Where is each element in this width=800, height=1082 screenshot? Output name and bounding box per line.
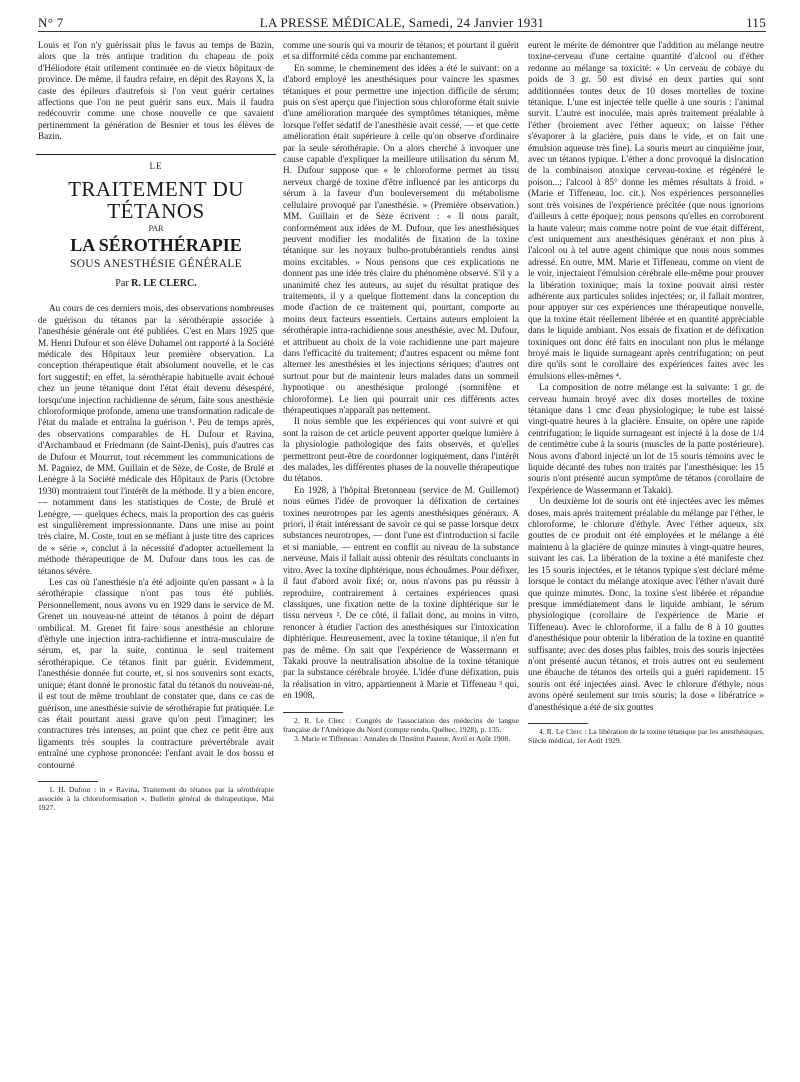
column-3 [528, 40, 764, 745]
column-2 [283, 40, 519, 743]
page-header [38, 12, 766, 30]
footnote: 4. R. Le Clerc : La libération de la toxine tétanique par les anesthésiques, Siècle médical, 1er Août 1929. [528, 726, 764, 745]
header-rule [38, 31, 766, 32]
article-heading [38, 161, 274, 290]
article-subtitle: LA SÉROTHÉRAPIE [70, 235, 242, 256]
author-prefix: Par [115, 277, 129, 289]
paragraph: comme une souris qui va mourir de tétanos; et pourtant il guérit et sa difformité céda comme par enchantement. [283, 40, 519, 62]
article-title-connector: PAR [148, 224, 164, 234]
paragraph: En 1928, à l'hôpital Bretonneau (service de M. Guillemot) nous eûmes l'idée de provoquer la défixation de certaines toxines neurotropes par les agents anesthésiques généraux. A priori, il était intéressant de savoir ce qui se passe lorsque deux substances neurotropes, — dont l'une est d'introduction si facile et si maniable, — entrent en conflit au niveau de la substance nerveuse. Mais il fallait aussi obtenir des résultats concluants in vitro. Avec la toxine diphtérique, nous échouâmes. Pour défixer, il faut d'abord avoir fixé; or, nous n'avons pas pu réussir à reproduire, contrairement à certaines expériences quasi classiques, une fixation nette de la toxine diphtérique sur le tissu nerveux ². De ce côté, il fallait donc, au moins in vitro, renoncer à étudier l'action des anesthésiques sur l'intoxication diphtérique. Heureusement, avec la toxine tétanique, il n'en fut pas de même. On sait que l'expérience de Wassermann et Takaki prouve la neutralisation absolue de la toxine tétanique par la substance cérébrale broyée. L'idée d'une défixation, puis la réalisation in vitro, appartiennent à Marie et Tiffeneau ³ qui, en 1908, [283, 484, 519, 701]
column-1 [38, 40, 274, 812]
author-name: R. LE CLERC. [131, 277, 197, 289]
paragraph: Louis et l'on n'y guérissait plus le favus au temps de Bazin, alors que la très antique tradition du chapeau de poix d'Héliodore était utilement continuée en de vieux hôpitaux de province. De même, il faudra refaire, en dépit des Rayons X, la caste des épileurs d'autrefois si l'on veut guérir certaines affections que l'on ne peut guérir sans eux. Mais il faudra redécouvrir comme une chose nouvelle ce que savaient pertinemment la génération de Besnier et tous les élèves de Bazin. [38, 40, 274, 142]
article-author [38, 278, 274, 289]
paragraph: Les cas où l'anesthésie n'a été adjointe qu'en passant » à la sérothérapie classique n'ont pas tous été publiés. Personnellement, nous avons vu en 1929 dans le service de M. Grenet un nouveau-né atteint de tétanos à point de départ ombilical. M. Grenet fit faire sous anesthésie au chlorure d'éthyle une injection intra-rachidienne et intra-musculaire de sérum, et, par la suite, continua le seul traitement sérothérapique. Ce tétanos finit par guérir. Evidemment, l'anesthésie donnée fut courte, et, si nos souvenirs sont exacts, unique; étant donné le pronostic fatal du tétanos du nouveau-né, il est tout de même troublant de constater que, dans ce cas de guérison, une anesthésie suivie de sérothérapie fut pratiquée. Le cas était pourtant aussi grave qu'on peut l'imaginer; les contractures très intenses, au point que chez ce petit être aux ligaments très souples la contracture prévertébrale avait entraîné une cyphose prononcée: l'enfant avait le dos bossu et contourné [38, 577, 274, 770]
paragraph: Au cours de ces derniers mois, des observations nombreuses de guérison du tétanos par la sérothérapie associée à l'anesthésie générale ont été publiées. C'est en Mars 1925 que M. Henri Dufour et son élève Duhamel ont rapporté à la Société médicale des Hôpitaux leur première observation. La conception thérapeutique était absolument nouvelle, et le cas fort suggestif; en effet, la sérothérapie habituelle avait échoué chez un jeune tétanique dont l'état était devenu désespéré, lorsqu'une injection rachidienne de sérum, faite sous anesthésie chloroformique profonde, amena une transformation radicale de l'état du malade et entraîna la guérison ¹. Peu de temps après, des observations comparables de H. Dufour et Ravina, d'Archambaud et Friedmann (de Saint-Denis), puis d'autres cas de Dufour et Mourrut, tout récemment les communications de M. Pagniez, de MM. Guillain et de Sèze, de Coste, de Brulé et Lenègre à la Société médicale des Hôpitaux de Paris (Octobre 1930) montraient tout l'intérêt de la méthode. Il y a bien encore, — notamment dans les statistiques de Coste, de Brulé et Lenègre, — quelques échecs, mais la proportion des cas guéris est singulièrement impressionnante. Dans une mise au point très claire, M. Coste, tout en se méfiant à juste titre des caprices de « série », conclut à la nécessité d'adopter actuellement la méthode thérapeutique de M. Dufour dans tous les cas de tétanos sévère. [38, 303, 274, 576]
footnote: 1. H. Dufour : in « Ravina, Traitement du tétanos par la sérothérapie associée à la chloroformisation ». Bulletin général de thérapeutique, Mai 1927. [38, 784, 274, 812]
footnote: 3. Marie et Tiffeneau : Annales de l'Institut Pasteur, Avril et Août 1908. [294, 733, 511, 743]
article-separator [36, 154, 276, 155]
footnote-rule [283, 712, 343, 713]
footnote: 2. R. Le Clerc : Congrès de l'association des médecins de langue française de l'Amérique du Nord (compte rendu, Québec, 1928), p. 135. [283, 715, 519, 734]
footnote-rule [38, 781, 98, 782]
paragraph: eurent le mérite de démontrer que l'addition au mélange neutre toxine-cerveau d'une certaine quantité d'alcool ou d'éther redonne au mélange sa toxicité: « Un cerveau de cobaye du poids de 3 gr. 50 est divisé en deux parties qui sont additionnées toutes deux de 10 doses mortelles de toxine tétanique. L'une est injectée telle quelle à une souris : l'animal survit. L'autre est inoculée, mais après traitement préalable à l'éther (broiement avec l'éther aqueux; on laisse l'éther s'évaporer à la glacière, puis dans le vide, et on fait une émulsion aqueuse très fine). La souris meurt au cinquième jour, avec un tétanos typique. L'éther a donc provoqué la dislocation de la combinaison atoxique cerveau-toxine et régénéré le poison...; l'alcool à 85° donne les mêmes résultats à froid. » (Marie et Tiffeneau, loc. cit.). Nos expériences personnelles sont très voisines de l'expérience précitée (que nous ignorions d'ailleurs à cette époque); nous pensons qu'elles en corroborent la haute valeur; mais comme notre point de vue était différent, c'est uniquement aux anesthésiques généraux et non plus à l'alcool ou à tel autre agent chimique que nous nous sommes adressé. En outre, MM. Marie et Tiffeneau, comme on vient de le voir, injectaient l'émulsion cérébrale elle-même pour prouver la libération toxinique; mais la toxine pouvait ainsi rester adhérente aux particules solides injectées; or, il fallait montrer, pour appuyer sur ces expériences une thérapeutique nouvelle, que la toxine était réellement libérée et en quantité appréciable dans le liquide ambiant. Nos essais de fixation et de défixation toxiniques ont donc été faits en inoculant non plus le mélange broyé mais le liquide surnageant après centrifugation; on peut dire qu'ils sont le corollaire des expériences faites avec les émulsions elles-mêmes ⁴. [528, 40, 764, 381]
footnote-rule [528, 723, 588, 724]
page-number: 115 [746, 15, 766, 30]
publication-title: LA PRESSE MÉDICALE, Samedi, 24 Janvier 1931 [259, 15, 545, 30]
paragraph: La composition de notre mélange est la suivante: 1 gr. de cerveau humain broyé avec dix doses mortelles de toxine tétanique dans 1 cmc d'eau physiologique; le tube est laissé vingt-quatre heures à la glacière. Ensuite, on opère une rapide centrifugation; le liquide surnageant est injecté à la dose de 1/4 de centimètre cube à la souris (muscles de la patte postérieure). Nous avons d'abord injecté un lot de 15 souris témoins avec le liquide décanté des tubes non traités par l'anesthésique: les 15 souris n'ont présenté aucun symptôme de tétanos (corollaire de l'expérience de Wassermann et Takaki). [528, 382, 764, 495]
issue-number: N° 7 [38, 15, 64, 30]
article-kicker: LE [149, 160, 163, 171]
article-subtitle-2: SOUS ANESTHÉSIE GÉNÉRALE [69, 258, 243, 271]
article-title: TRAITEMENT DU TÉTANOS [68, 177, 244, 224]
paragraph: Un deuxième lot de souris ont été injectées avec les mêmes doses, mais après traitement préalable du mélange par l'éther, le chloroforme, le chlorure d'éthyle. Avec l'éther aqueux, six gouttes de ce produit ont été employées et le mélange a été maintenu à la glacière de quinze minutes à vingt-quatre heures, suivant les cas. La libération de la toxine a été manifeste chez les 15 souris injectées, et le tétanos typique s'est déclaré même lorsque le contact du mélange atoxique avec l'éther n'avait duré que quinze minutes. Donc, la toxine s'est libérée et répandue presque immédiatement dans le liquide ambiant, le sérum physiologique (corollaire de l'expérience de Marie et Tiffeneau). Avec le chloroforme, il a fallu de 8 à 10 gouttes d'anesthésique pour obtenir la libération de la toxine en quantité suffisante; avec des doses plus faibles, trois des souris injectées n'ont présenté aucun tétanos, et trois autres ont eu seulement une ébauche de tétanos des orteils qui a guéri rapidement. 15 souris ont été injectées ainsi. Avec le chlorure d'éthyle, nous avons opéré seulement sur trois souris; la dose « libératrice » d'anesthésique a été de six gouttes [528, 496, 764, 712]
paragraph: Il nous semble que les expériences qui vont suivre et qui sont la raison de cet article peuvent apporter quelque lumière à la physiologie pathologique des faits observés, et qu'elles permettront peut-être de coordonner logiquement, dans l'intérêt des malades, les différentes phases de la nouvelle thérapeutique du tétanos. [283, 416, 519, 484]
paragraph: En somme, le cheminement des idées a été le suivant: on a d'abord employé les anesthésiques pour vaincre les spasmes tétaniques et pour permettre une injection difficile de sérum; puis on s'est aperçu que l'injection sous chloroforme était suivie d'une amélioration marquée des symptômes tétaniques, même lorsque l'effet sédatif de l'anesthésie avait cessé, — et que cette amélioration était supérieure à celle qu'on observe d'ordinaire par la seule sérothérapie. On a alors cherché à invoquer une cause capable d'expliquer la meilleure utilisation du sérum M. H. Dufour suppose que « le chloroforme permet au tissu nerveux chargé de toxine d'être influencé par les anticorps du sérum à la faveur d'un bouleversement du métabolisme cellulaire provoqué par l'anesthésie. » (Première observation.) MM. Guillain et de Sèze écrivent : « Il nous paraît, conformément aux idées de M. Dufour, que les anesthésiques peuvent modifier les modalités de fixation de la toxine tétanique sur les noyaux bulbo-protubérantiels rendus ainsi moins excitables. » Nous pensons que ces explications ne donnent pas une idée très claire du phénomène observé. S'il y a unanimité chez les auteurs, au sujet du résultat pratique des traitements, il y a quelque flottement dans la conception du mode d'action de ce traitement qui, pourtant, comporte au moins deux facteurs essentiels. Certains auteurs emploient la sérothérapie intra-rachidienne sous anesthésie, avec M. Dufour, et attribuent au choix de la voie rachidienne une part majeure dans l'efficacité du traitement; d'autres espacent ou même font alterner les anesthésies et les injections sériques; d'autres ont surtout pour but de maintenir leurs malades dans un sommeil hypnotique ou anesthésique prolongé (somnifène et chloroforme). Le lien qui pourrait unir ces différents actes thérapeutiques n'apparaît pas nettement. [283, 62, 519, 415]
